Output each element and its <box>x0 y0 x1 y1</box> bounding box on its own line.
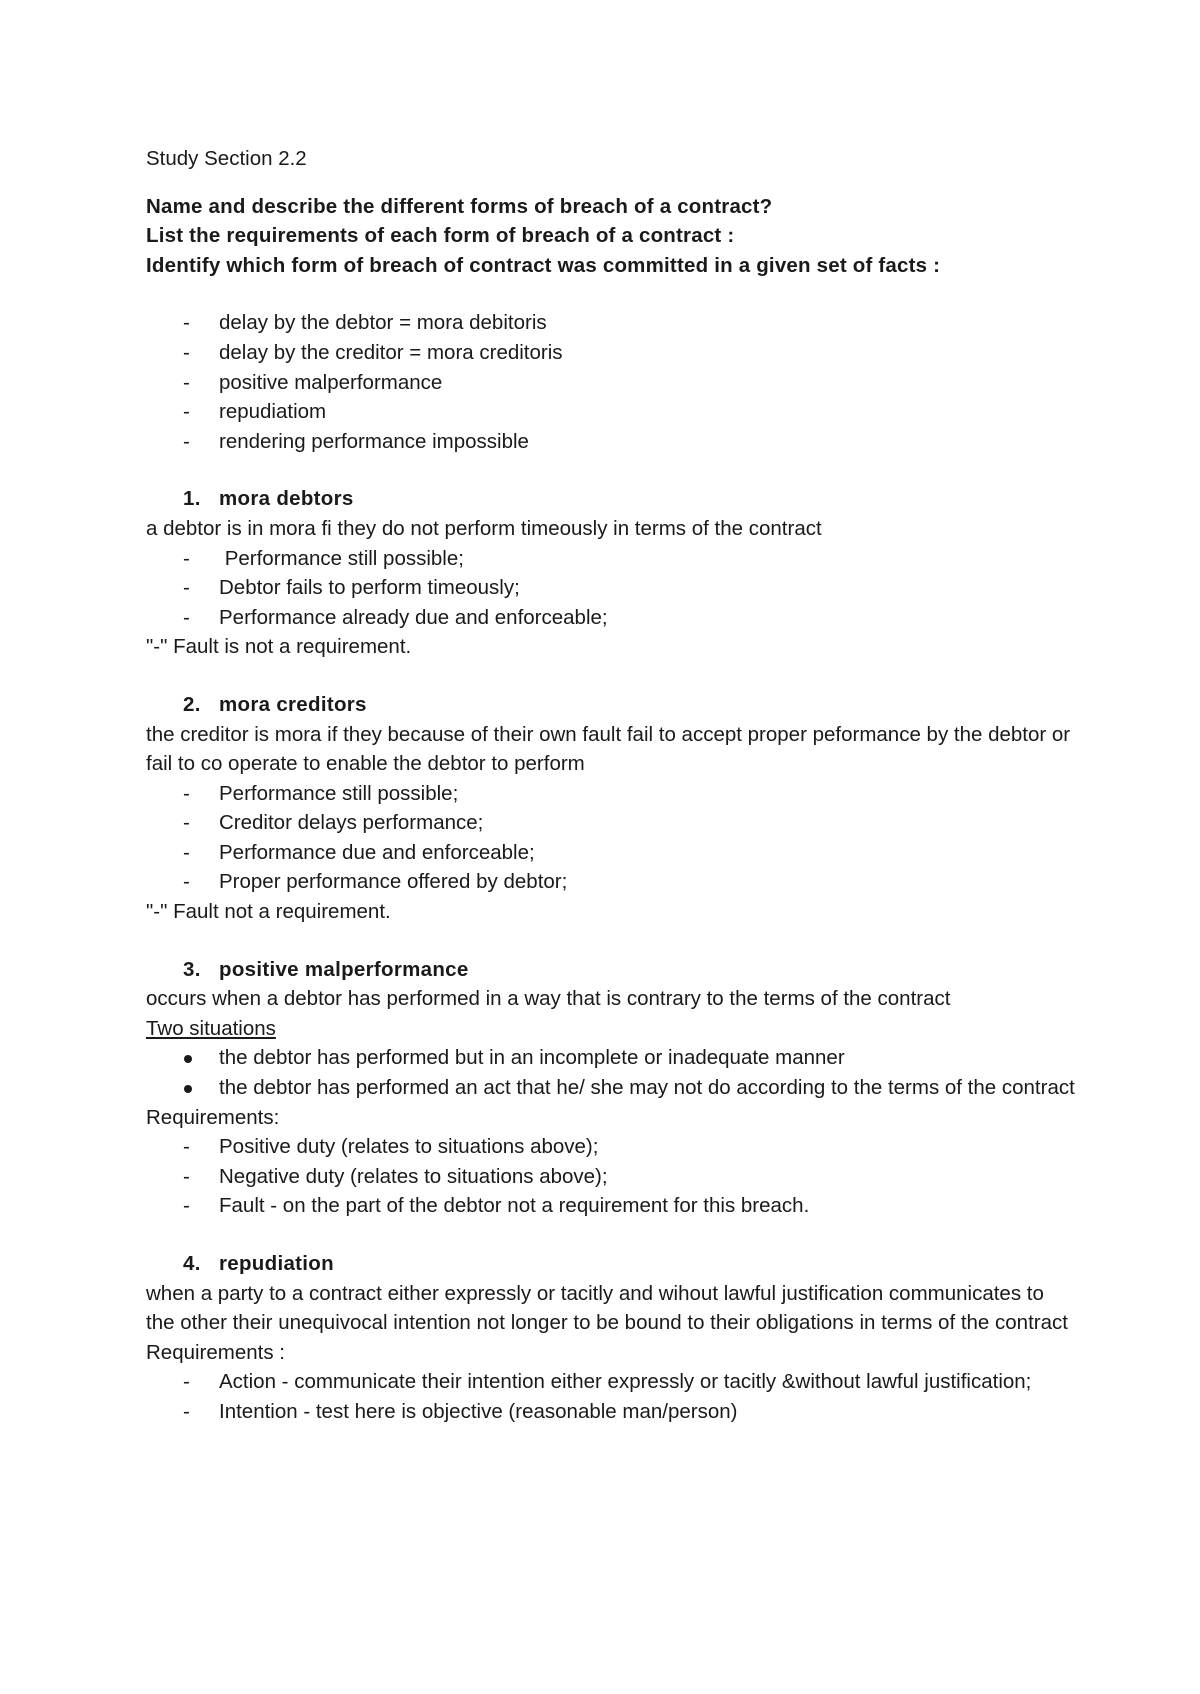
section-heading <box>146 955 1076 985</box>
list-item: - positive malperformance <box>146 368 1076 398</box>
requirements-list <box>146 1367 1076 1426</box>
section-repudiation <box>146 1249 1076 1427</box>
list-item: - Performance due and enforceable; <box>146 838 1076 868</box>
section-heading <box>146 690 1076 720</box>
requirements-list <box>146 544 1076 633</box>
list-item: - Fault - on the part of the debtor not a requirement for this breach. <box>146 1191 1076 1221</box>
section-positive-malperformance <box>146 955 1076 1221</box>
list-item: - Intention - test here is objective (reasonable man/person) <box>146 1397 1076 1427</box>
forms-of-breach-list <box>146 308 1076 456</box>
section-number: 1. <box>183 487 201 511</box>
section-number: 4. <box>183 1252 201 1275</box>
section-note: "-" Fault not a requirement. <box>146 900 391 924</box>
section-note: "-" Fault is not a requirement. <box>146 635 412 659</box>
question-1: Name and describe the different forms of breach of a contract? <box>146 194 773 218</box>
list-item: the debtor has performed an act that he/ she may not do according to the terms of the contract <box>146 1073 1076 1103</box>
list-item: - Action - communicate their intention either expressly or tacitly &without lawful justification; <box>146 1367 1076 1397</box>
list-item: - Creditor delays performance; <box>146 808 1076 838</box>
question-block <box>146 192 1076 281</box>
list-item: - delay by the creditor = mora creditoris <box>146 338 1076 368</box>
question-2: List the requirements of each form of breach of a contract : <box>146 224 735 248</box>
situations-list <box>146 1043 1076 1102</box>
list-item: - Performance already due and enforceable; <box>146 603 1076 633</box>
section-mora-creditors <box>146 690 1076 927</box>
list-item: - Proper performance offered by debtor; <box>146 867 1076 897</box>
list-item: - delay by the debtor = mora debitoris <box>146 308 1076 338</box>
document-page <box>146 144 1076 1455</box>
section-description: occurs when a debtor has performed in a way that is contrary to the terms of the contract <box>146 987 951 1011</box>
list-item: - Negative duty (relates to situations above); <box>146 1162 1076 1192</box>
list-item: the debtor has performed but in an incomplete or inadequate manner <box>146 1043 1076 1073</box>
section-mora-debtors <box>146 484 1076 662</box>
section-heading-text: positive malperformance <box>219 957 469 981</box>
list-item: - rendering performance impossible <box>146 427 1076 457</box>
section-description: a debtor is in mora fi they do not perform timeously in terms of the contract <box>146 516 822 540</box>
requirements-list <box>146 779 1076 897</box>
requirements-list <box>146 1132 1076 1221</box>
list-item: - Performance still possible; <box>146 779 1076 809</box>
section-number: 2. <box>183 692 201 716</box>
section-number: 3. <box>183 957 201 981</box>
section-description: when a party to a contract either expressly or tacitly and wihout lawful justification communicates to the other their unequivocal intention not longer to be bound to their obligations in terms of the contract <box>146 1281 1068 1335</box>
list-item: - Debtor fails to perform timeously; <box>146 573 1076 603</box>
requirements-label: Requirements : <box>146 1340 286 1364</box>
list-item: - Performance still possible; <box>146 544 1076 574</box>
section-heading <box>146 1249 1076 1279</box>
section-heading-text: mora creditors <box>219 692 367 716</box>
list-item: - Positive duty (relates to situations above); <box>146 1132 1076 1162</box>
requirements-label: Requirements: <box>146 1105 280 1129</box>
document-title: Study Section 2.2 <box>146 147 307 170</box>
situations-label: Two situations <box>146 1016 276 1040</box>
list-item: - repudiatiom <box>146 397 1076 427</box>
question-3: Identify which form of breach of contract was committed in a given set of facts : <box>146 253 941 277</box>
section-heading-text: mora debtors <box>219 487 354 511</box>
section-heading-text: repudiation <box>219 1252 334 1275</box>
section-description: the creditor is mora if they because of their own fault fail to accept proper peformance by the debtor or fail to co operate to enable the debtor to perform <box>146 722 1071 776</box>
section-heading <box>146 484 1076 514</box>
